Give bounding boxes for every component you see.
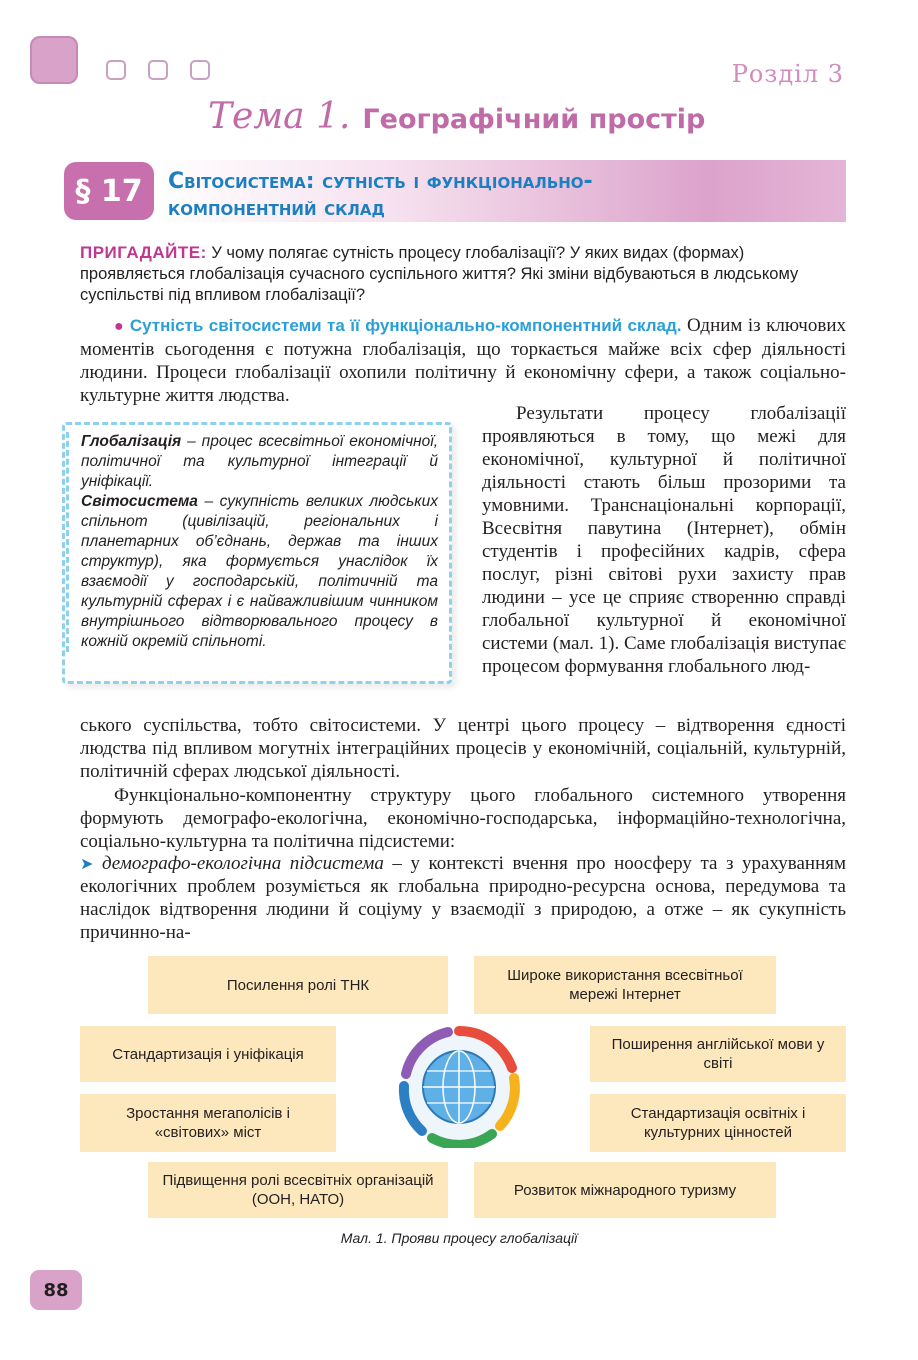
list-item-text: – у контексті вчення про ноосферу та з урахуванням екологічних проблем розуміється як глобальна природно-ресурсна основа, передумова та наслідок відтворення людини й соціуму у взаємодії з природою, а отже – як сукупність причинно-на-: [80, 853, 846, 943]
section-label: Розділ 3: [731, 60, 844, 88]
definition-globalization: [81, 432, 438, 492]
definition-content: [66, 432, 438, 652]
globe-icon: [392, 1026, 526, 1148]
figure-caption: Мал. 1. Прояви процесу глобалізації: [340, 1230, 578, 1246]
diagram-box: Зростання мегаполісів і «світових» міст: [80, 1094, 336, 1152]
arrow-bullet-icon: ➤: [80, 854, 94, 873]
body-paragraph-2: Результати процесу глобалізації проявляються в тому, що межі для економічної, культурної й політичної діяльності стають більш прозорими та умовними. Транснаціональні корпорації, Всесвітня павутина (Інтернет), обмін студентів і професійних кадрів, сфера послуг, різні світові рухи захисту прав людини – усе це сприяє створенню справді глобальної культурної й економічної системи (мал. 1). Саме глобалізація виступає процесом формування глобального люд-: [482, 403, 846, 677]
bullet-dot-icon: ●: [114, 318, 125, 335]
diagram-box: Стандартизація і уніфікація: [80, 1026, 336, 1082]
body-paragraph-4: Функціонально-компонентну структуру цього глобального системного утворення формують демографо-екологічна, економічно-господарська, інформаційно-технологічна, соціально-культурна та політична підсистеми:: [80, 785, 846, 852]
diagram-box: Розвиток міжнародного туризму: [474, 1162, 776, 1218]
paragraph-title: [168, 168, 808, 222]
theme-word: Тема 1.: [208, 96, 351, 137]
definition-world-system: [81, 492, 438, 652]
paragraph-title-line2: компонентний склад: [168, 196, 385, 221]
page-number: 88: [30, 1270, 82, 1310]
diagram-box: Посилення ролі ТНК: [148, 956, 448, 1014]
decorative-square: [190, 60, 210, 80]
decorative-square: [148, 60, 168, 80]
definition-text: – сукупність великих людських спільнот (цивілізацій, регіональних і планетарних об’єднань, держав та інших структур), яка формується унаслідок їх взаємодії у господарській, політичній та культурній сферах і є найважливішим чинником внутрішнього відтворювального процесу в кожній окремій спільноті.: [81, 493, 438, 650]
decorative-square: [106, 60, 126, 80]
body-paragraph-1-text: Одним із ключових моментів сьогодення є потужна глобалізація, що торкається майже всіх сфер діяльності людини. Процеси глобалізації охопили політичну й економічну сфери, а також соціально-культурне життя людства.: [80, 315, 847, 406]
definition-term: Глобалізація: [81, 433, 182, 450]
diagram-box: Стандартизація освітніх і культурних цінностей: [590, 1094, 846, 1152]
body-list-item: [80, 852, 846, 944]
theme-heading: [208, 96, 705, 137]
paragraph-title-line1: Світосистема: сутність і функціонально-: [168, 169, 593, 194]
definition-text: – процес всесвітньої економічної, політичної та культурної інтеграції й уніфікації.: [81, 433, 438, 490]
body-paragraph-3: ського суспільства, тобто світосистеми. У центрі цього процесу – відтворення єдності людства під впливом могутніх інтеграційних процесів у економічній, соціальній, культурній, політичній сферах людської діяльності.: [80, 715, 846, 782]
recall-block: [80, 242, 846, 306]
body-paragraph-1: [80, 314, 846, 407]
list-item-term: демографо-екологічна підсистема: [101, 853, 384, 874]
diagram-box: Підвищення ролі всесвітніх організацій (ООН, НАТО): [148, 1162, 448, 1218]
recall-label: ПРИГАДАЙТЕ:: [80, 243, 207, 262]
diagram-box: Широке використання всесвітньої мережі Інтернет: [474, 956, 776, 1014]
subheading: Сутність світосистеми та її функціонально-компонентний склад.: [129, 316, 682, 335]
recall-text: У чому полягає сутність процесу глобалізації? У яких видах (формах) проявляється глобалізація сучасного суспільного життя? Які зміни відбуваються в людському суспільстві під впливом глобалізації?: [80, 244, 799, 304]
definition-term: Світосистема: [81, 493, 198, 510]
theme-title: Географічний простір: [362, 104, 706, 135]
decorative-square-large: [30, 36, 78, 84]
paragraph-number-badge: § 17: [64, 162, 154, 220]
diagram-box: Поширення англійської мови у світі: [590, 1026, 846, 1082]
